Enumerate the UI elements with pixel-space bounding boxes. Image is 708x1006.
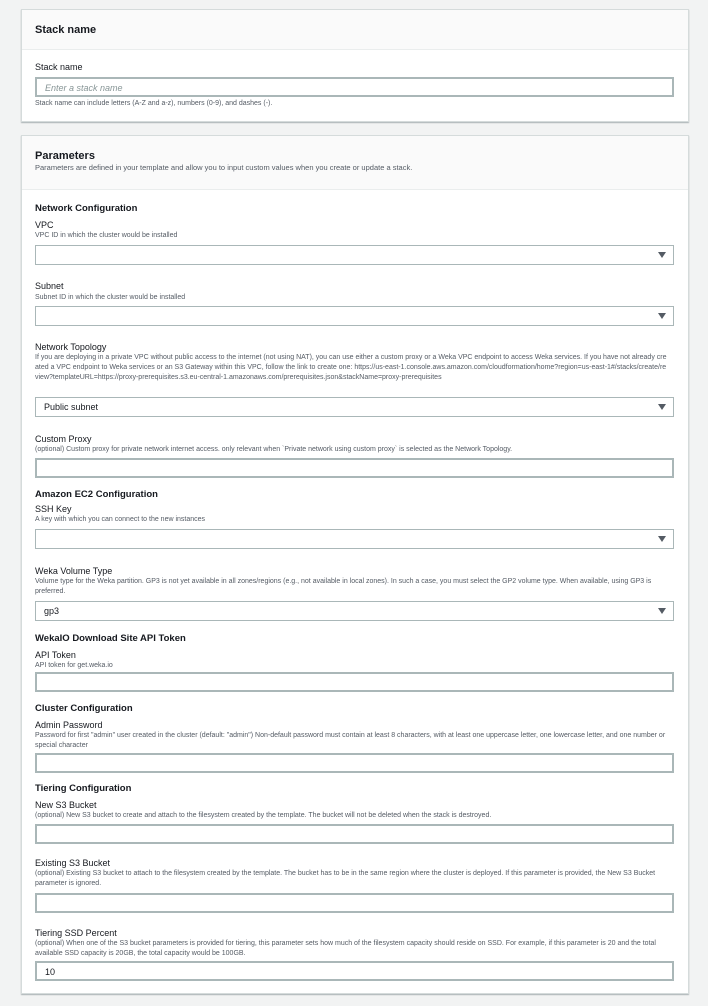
ssh-key-select[interactable] (35, 529, 674, 549)
admin-password-input[interactable] (35, 753, 674, 773)
ec2-config-heading: Amazon EC2 Configuration (35, 489, 158, 500)
stack-name-panel-title: Stack name (35, 24, 97, 36)
vpc-description: VPC ID in which the cluster would be installed (35, 232, 178, 239)
tiering-ssd-percent-input[interactable] (35, 961, 674, 981)
caret-down-icon (658, 536, 666, 542)
stack-name-panel (21, 9, 689, 122)
new-s3-bucket-input[interactable] (35, 824, 674, 844)
api-token-description: API token for get.weka.io (35, 662, 113, 669)
network-config-heading: Network Configuration (35, 203, 138, 214)
new-s3-bucket-label: New S3 Bucket (35, 800, 97, 810)
stack-name-panel-header (22, 10, 688, 50)
parameters-panel-title: Parameters (35, 150, 95, 162)
weka-token-heading: WekaIO Download Site API Token (35, 633, 186, 644)
volume-type-label: Weka Volume Type (35, 566, 113, 576)
network-topology-value: Public subnet (44, 402, 99, 412)
subnet-description: Subnet ID in which the cluster would be installed (35, 294, 186, 301)
caret-down-icon (658, 404, 666, 410)
custom-proxy-input[interactable] (35, 458, 674, 478)
parameters-panel (21, 135, 689, 994)
api-token-input[interactable] (35, 672, 674, 692)
tiering-config-heading: Tiering Configuration (35, 783, 132, 794)
stack-name-label: Stack name (35, 62, 83, 72)
stack-name-placeholder: Enter a stack name (45, 83, 123, 93)
tiering-ssd-percent-label: Tiering SSD Percent (35, 928, 117, 938)
vpc-select[interactable] (35, 245, 674, 265)
existing-s3-bucket-input[interactable] (35, 893, 674, 913)
existing-s3-bucket-description: (optional) Existing S3 bucket to attach to the filesystem created by the template. The bucket has to be in the same region where the cluster is deployed. If this parameter is provided, the New S3 Bucket parameter is ignored. (35, 870, 656, 887)
volume-type-value: gp3 (44, 606, 60, 616)
caret-down-icon (658, 313, 666, 319)
stack-name-input[interactable] (35, 77, 674, 97)
parameters-panel-description: Parameters are defined in your template and allow you to input custom values when you create or update a stack. (35, 163, 413, 172)
volume-type-description: Volume type for the Weka partition. GP3 is not yet available in all zones/regions (e.g., not available in local zones). In such a case, you must select the GP2 volume type. When available, using GP3 is preferred. (35, 578, 652, 595)
subnet-label: Subnet (35, 281, 64, 291)
volume-type-select[interactable] (35, 601, 674, 621)
ssh-key-description: A key with which you can connect to the new instances (35, 516, 206, 523)
network-topology-description: If you are deploying in a private VPC without public access to the internet (not using NAT), you can use either a custom proxy or a Weka VPC endpoint to access Weka services. If you have not already created a VPC endpoint to Weka services or an S3 Gateway within this VPC, follow the link to create one: https://us-east-1.console.aws.amazon.com/cloudformation/home?region=us-east-1#/stacks/create/review?templateURL=https://proxy-prerequisites.s3.eu-central-1.amazonaws.com/prerequisites.json&stackName=proxy-prerequisites (35, 354, 667, 381)
caret-down-icon (658, 252, 666, 258)
tiering-ssd-percent-value: 10 (45, 967, 56, 977)
custom-proxy-label: Custom Proxy (35, 434, 92, 444)
vpc-label: VPC (35, 220, 54, 230)
admin-password-label: Admin Password (35, 720, 103, 730)
ssh-key-label: SSH Key (35, 504, 72, 514)
subnet-select[interactable] (35, 306, 674, 326)
caret-down-icon (658, 608, 666, 614)
custom-proxy-description: (optional) Custom proxy for private network internet access. only relevant when `Private network using custom proxy` is selected as the Network Topology. (35, 446, 513, 453)
new-s3-bucket-description: (optional) New S3 bucket to create and attach to the filesystem created by the template. The bucket will not be deleted when the stack is destroyed. (35, 812, 492, 819)
api-token-label: API Token (35, 650, 76, 660)
parameters-panel-header (22, 136, 688, 190)
existing-s3-bucket-label: Existing S3 Bucket (35, 858, 111, 868)
stack-name-hint: Stack name can include letters (A-Z and a-z), numbers (0-9), and dashes (-). (35, 100, 273, 107)
network-topology-select[interactable] (35, 397, 674, 417)
admin-password-description: Password for first "admin" user created in the cluster (default: "admin") Non-default password must contain at least 8 characters, with at least one uppercase letter, one lowercase letter, and one number or special character (35, 732, 666, 749)
network-topology-label: Network Topology (35, 342, 107, 352)
tiering-ssd-percent-description: (optional) When one of the S3 bucket parameters is provided for tiering, this parameter sets how much of the filesystem capacity should reside on SSD. For example, if this parameter is 20 and the total available SSD capacity is 20GB, the total capacity would be 100GB. (35, 940, 656, 957)
cluster-config-heading: Cluster Configuration (35, 703, 133, 714)
